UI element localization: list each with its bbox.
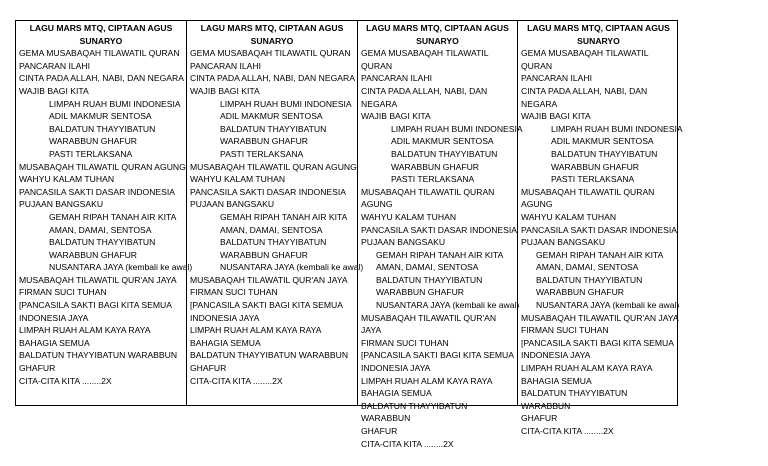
lyric-line: PASTI TERLAKSANA [220, 148, 304, 159]
lyric-line: WARABBUN GHAFUR [49, 136, 138, 147]
lyric-line: NUSANTARA JAYA (kembali ke awal) [220, 262, 364, 273]
column-title: LAGU MARS MTQ, CIPTAAN AGUS SUNARYO [200, 23, 344, 46]
lyric-line: BALDATUN THAYYIBATUN [536, 274, 643, 285]
lyric-line: GEMAH RIPAH TANAH AIR KITA [536, 249, 664, 260]
lyric-line: BALDATUN THAYYIBATUN [49, 237, 156, 248]
lyric-line: LIMPAH RUAH BUMI INDONESIA [49, 98, 181, 109]
lyric-line: PANCASILA SAKTI DASAR INDONESIA [521, 224, 678, 235]
lyric-line: GHAFUR [19, 363, 56, 374]
lyric-line: GEMAH RIPAH TANAH AIR KITA [49, 211, 177, 222]
lyric-line: CINTA PADA ALLAH, NABI, DAN NEGARA [19, 73, 184, 84]
lyric-line: PUJAAN BANGSAKU [521, 237, 606, 248]
lyric-line: CITA-CITA KITA ........2X [361, 438, 454, 449]
column-title: LAGU MARS MTQ, CIPTAAN AGUS SUNARYO [527, 23, 670, 46]
lyric-line: PANCASILA SAKTI DASAR INDONESIA [361, 224, 518, 235]
lyric-lines [361, 47, 523, 450]
lyric-line: LIMPAH RUAH BUMI INDONESIA [391, 123, 523, 134]
lyric-line: WAJIB BAGI KITA [361, 111, 431, 122]
lyric-line: WAJIB BAGI KITA [521, 111, 591, 122]
lyric-line: PANCARAN ILAHI [521, 73, 592, 84]
lyric-line: BALDATUN THAYYIBATUN [551, 148, 658, 159]
lyric-line: PUJAAN BANGSAKU [190, 199, 275, 210]
lyric-line: BALDATUN THAYYIBATUN [391, 148, 498, 159]
lyric-line: [PANCASILA SAKTI BAGI KITA SEMUA [190, 300, 343, 311]
lyric-line: MUSABAQAH TILAWATIL QUR'AN JAYA [19, 274, 177, 285]
lyric-line: CITA-CITA KITA ........2X [19, 375, 112, 386]
lyric-lines [190, 47, 364, 387]
lyric-line: AMAN, DAMAI, SENTOSA [49, 224, 152, 235]
lyric-line: GEMA MUSABAQAH TILAWATIL QURAN [521, 48, 649, 71]
lyric-line: INDONESIA JAYA [521, 350, 591, 361]
lyric-line: GEMA MUSABAQAH TILAWATIL QURAN [190, 48, 351, 59]
lyric-line: BAHAGIA SEMUA [190, 337, 261, 348]
lyric-line: PANCARAN ILAHI [19, 60, 90, 71]
lyric-line: ADIL MAKMUR SENTOSA [220, 111, 323, 122]
lyric-line: BALDATUN THAYYIBATUN WARABBUN [19, 350, 178, 361]
lyric-line: LIMPAH RUAH ALAM KAYA RAYA [190, 325, 322, 336]
lyric-line: FIRMAN SUCI TUHAN [521, 325, 609, 336]
lyric-line: MUSABAQAH TILAWATIL QURAN AGUNG [190, 161, 357, 172]
lyric-line: BALDATUN THAYYIBATUN [49, 123, 156, 134]
lyric-line: BALDATUN THAYYIBATUN WARABBUN [361, 400, 468, 424]
lyric-line: WAHYU KALAM TUHAN [19, 174, 115, 185]
lyric-line: GHAFUR [361, 426, 398, 436]
lyric-line: MUSABAQAH TILAWATIL QUR'AN JAYA [361, 312, 497, 336]
lyric-line: GEMA MUSABAQAH TILAWATIL QURAN [361, 48, 489, 71]
lyric-line: MUSABAQAH TILAWATIL QURAN AGUNG [19, 161, 186, 172]
lyric-line: INDONESIA JAYA [190, 312, 260, 323]
lyric-line: BAHAGIA SEMUA [19, 337, 90, 348]
lyric-line: WARABBUN GHAFUR [220, 249, 309, 260]
lyric-line: [PANCASILA SAKTI BAGI KITA SEMUA [521, 337, 674, 348]
lyric-line: LIMPAH RUAH BUMI INDONESIA [551, 123, 683, 134]
lyrics-column-1 [16, 21, 193, 405]
lyric-line: BALDATUN THAYYIBATUN [376, 274, 483, 285]
lyric-line: BAHAGIA SEMUA [361, 388, 432, 399]
lyric-line: LIMPAH RUAH ALAM KAYA RAYA [361, 375, 493, 386]
lyrics-column-3 [358, 21, 523, 449]
lyric-line: AGUNG [521, 199, 553, 210]
lyric-line: WARABBUN GHAFUR [220, 136, 309, 147]
lyric-line: WARABBUN GHAFUR [49, 249, 138, 260]
lyric-line: PASTI TERLAKSANA [49, 148, 133, 159]
lyric-line: PASTI TERLAKSANA [391, 174, 475, 185]
lyric-line: GHAFUR [190, 363, 227, 374]
lyric-line: PANCARAN ILAHI [190, 60, 261, 71]
lyric-line: NUSANTARA JAYA (kembali ke awal) [376, 300, 520, 311]
lyrics-column-4 [518, 21, 683, 436]
lyric-line: MUSABAQAH TILAWATIL QURAN [521, 186, 655, 197]
lyric-line: INDONESIA JAYA [19, 312, 89, 323]
lyric-line: NUSANTARA JAYA (kembali ke awal) [536, 300, 680, 311]
lyric-line: AMAN, DAMAI, SENTOSA [536, 262, 639, 273]
lyric-line: FIRMAN SUCI TUHAN [361, 337, 449, 348]
lyric-line: CITA-CITA KITA ........2X [521, 426, 614, 436]
column-title: LAGU MARS MTQ, CIPTAAN AGUS SUNARYO [29, 23, 173, 46]
lyric-line: BAHAGIA SEMUA [521, 375, 592, 386]
lyric-line: ADIL MAKMUR SENTOSA [551, 136, 654, 147]
lyric-line: GEMAH RIPAH TANAH AIR KITA [220, 211, 348, 222]
lyric-line: CINTA PADA ALLAH, NABI, DAN NEGARA [521, 85, 648, 109]
lyric-line: WAJIB BAGI KITA [19, 85, 89, 96]
lyric-line: WAJIB BAGI KITA [190, 85, 260, 96]
lyric-lines [521, 47, 683, 437]
lyric-line: FIRMAN SUCI TUHAN [19, 287, 107, 298]
lyric-line: PANCARAN ILAHI [361, 73, 432, 84]
lyric-line: CITA-CITA KITA ........2X [190, 375, 283, 386]
lyrics-sheet [15, 20, 683, 449]
lyric-line: BALDATUN THAYYIBATUN [220, 237, 327, 248]
lyric-line: CINTA PADA ALLAH, NABI, DAN NEGARA [361, 85, 488, 109]
lyric-line: NUSANTARA JAYA (kembali ke awal) [49, 262, 193, 273]
lyric-line: GHAFUR [521, 413, 558, 424]
lyric-line: WARABBUN GHAFUR [376, 287, 465, 298]
lyric-line: FIRMAN SUCI TUHAN [190, 287, 278, 298]
lyric-line: AGUNG [361, 199, 393, 210]
lyric-line: WAHYU KALAM TUHAN [521, 211, 617, 222]
lyric-line: MUSABAQAH TILAWATIL QUR'AN JAYA [521, 312, 679, 323]
lyric-line: AMAN, DAMAI, SENTOSA [220, 224, 323, 235]
lyric-line: WARABBUN GHAFUR [551, 161, 640, 172]
lyric-line: LIMPAH RUAH BUMI INDONESIA [220, 98, 352, 109]
lyric-line: PUJAAN BANGSAKU [19, 199, 104, 210]
lyric-line: INDONESIA JAYA [361, 363, 431, 374]
lyric-line: MUSABAQAH TILAWATIL QUR'AN JAYA [190, 274, 348, 285]
lyric-line: BALDATUN THAYYIBATUN WARABBUN [521, 388, 628, 411]
lyric-line: [PANCASILA SAKTI BAGI KITA SEMUA [19, 300, 172, 311]
lyric-line: WAHYU KALAM TUHAN [190, 174, 286, 185]
lyrics-column-2 [187, 21, 364, 405]
lyric-line: BALDATUN THAYYIBATUN [220, 123, 327, 134]
lyric-line: PUJAAN BANGSAKU [361, 237, 446, 248]
lyric-line: WARABBUN GHAFUR [536, 287, 625, 298]
lyric-line: GEMAH RIPAH TANAH AIR KITA [376, 249, 504, 260]
lyric-line: CINTA PADA ALLAH, NABI, DAN NEGARA [190, 73, 355, 84]
lyric-line: LIMPAH RUAH ALAM KAYA RAYA [19, 325, 151, 336]
lyric-line: WARABBUN GHAFUR [391, 161, 480, 172]
lyric-lines [19, 47, 193, 387]
lyric-line: ADIL MAKMUR SENTOSA [391, 136, 494, 147]
lyric-line: ADIL MAKMUR SENTOSA [49, 111, 152, 122]
lyric-line: PASTI TERLAKSANA [551, 174, 635, 185]
lyric-line: WAHYU KALAM TUHAN [361, 211, 457, 222]
column-title: LAGU MARS MTQ, CIPTAAN AGUS SUNARYO [366, 23, 509, 46]
lyric-line: MUSABAQAH TILAWATIL QURAN [361, 186, 495, 197]
lyric-line: AMAN, DAMAI, SENTOSA [376, 262, 479, 273]
lyric-line: PANCASILA SAKTI DASAR INDONESIA [190, 186, 347, 197]
lyric-line: LIMPAH RUAH ALAM KAYA RAYA [521, 363, 653, 374]
lyric-line: BALDATUN THAYYIBATUN WARABBUN [190, 350, 349, 361]
lyric-line: PANCASILA SAKTI DASAR INDONESIA [19, 186, 176, 197]
lyric-line: [PANCASILA SAKTI BAGI KITA SEMUA [361, 350, 514, 361]
lyric-line: GEMA MUSABAQAH TILAWATIL QURAN [19, 48, 180, 59]
